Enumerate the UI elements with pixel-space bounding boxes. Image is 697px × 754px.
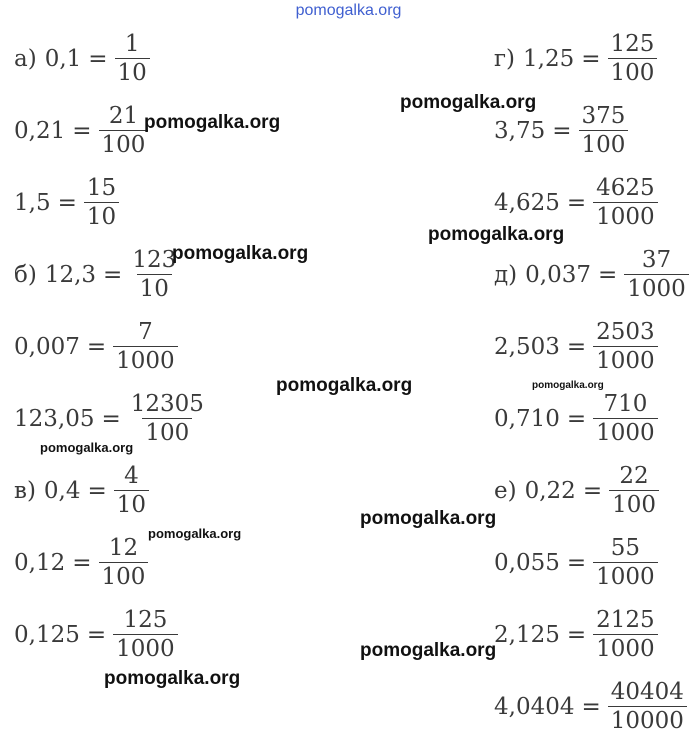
watermark: pomogalka.org [172,243,309,264]
numerator: 4 [124,463,139,489]
fraction [593,392,658,445]
decimal-value: 0,055 [494,549,560,576]
decimal-value: 1,25 [523,45,575,72]
watermark: pomogalka.org [532,380,604,391]
equals-sign: = [581,45,601,72]
fraction [608,680,687,733]
numerator: 710 [603,391,648,417]
equation-e-2 [494,536,658,589]
decimal-value: 4,0404 [494,693,575,720]
denominator: 100 [609,490,659,517]
item-label: д) [494,261,518,288]
equation-g-1 [494,32,657,85]
item-label: е) [494,477,517,504]
numerator: 21 [108,103,139,129]
decimal-value: 0,22 [524,477,576,504]
equals-sign: = [86,621,107,648]
item-label: в) [14,477,36,504]
numerator: 7 [138,319,153,345]
watermark: pomogalka.org [360,640,497,661]
fraction [624,248,689,301]
decimal-value: 0,1 [44,45,82,72]
decimal-value: 4,625 [494,189,560,216]
equals-sign: = [566,405,587,432]
denominator: 100 [99,130,149,157]
equation-e-3 [494,608,658,661]
equation-v-3 [14,608,178,661]
watermark: pomogalka.org [276,375,413,396]
decimal-value: 2,125 [494,621,560,648]
fraction [608,32,658,85]
equals-sign: = [57,189,77,216]
fraction [593,608,658,661]
equation-b-1 [14,248,179,301]
numerator: 4625 [596,175,655,201]
equation-a-3 [14,176,119,229]
denominator: 100 [608,58,658,85]
denominator: 1000 [593,634,658,661]
equals-sign: = [566,549,587,576]
equals-sign: = [103,261,123,288]
equation-e-4 [494,680,687,733]
equals-sign: = [598,261,618,288]
numerator: 37 [641,247,672,273]
numerator: 1 [124,31,140,57]
decimal-value: 2,503 [494,333,560,360]
equation-a-2 [14,104,148,157]
numerator: 125 [123,607,168,633]
denominator: 1000 [593,562,658,589]
equation-d-1 [494,248,689,301]
equals-sign: = [566,621,587,648]
equation-v-2 [14,536,148,589]
numerator: 12 [108,535,139,561]
fraction [113,320,178,373]
denominator: 100 [99,562,149,589]
equation-d-3 [494,392,658,445]
decimal-value: 0,037 [525,261,591,288]
numerator: 12305 [130,391,204,417]
numerator: 125 [610,31,655,57]
equation-a-1 [14,32,150,85]
denominator: 1000 [593,346,658,373]
watermark: pomogalka.org [428,224,565,245]
numerator: 2125 [596,607,655,633]
numerator: 55 [610,535,641,561]
denominator: 10000 [608,706,687,733]
equals-sign: = [582,477,603,504]
item-label: а) [14,45,37,72]
fraction [579,104,629,157]
site-link[interactable]: pomogalka.org [295,2,402,19]
watermark: pomogalka.org [360,508,497,529]
denominator: 1000 [593,202,658,229]
fraction [99,536,149,589]
numerator: 15 [86,175,117,201]
equals-sign: = [581,693,601,720]
item-label: г) [494,45,516,72]
numerator: 123 [132,247,177,273]
fraction [115,32,150,85]
decimal-value: 0,007 [14,333,80,360]
equals-sign: = [87,477,107,504]
decimal-value: 0,710 [494,405,560,432]
fraction [609,464,659,517]
watermark: pomogalka.org [40,440,134,455]
equation-b-3 [14,392,207,445]
fraction [99,104,149,157]
denominator: 1000 [624,274,689,301]
denominator: 10 [84,202,119,229]
decimal-value: 0,125 [14,621,80,648]
fraction [113,608,178,661]
denominator: 100 [142,418,192,445]
equals-sign: = [88,45,108,72]
numerator: 40404 [610,679,684,705]
equals-sign: = [72,549,92,576]
fraction [128,392,207,445]
decimal-value: 12,3 [44,261,97,288]
denominator: 1000 [113,634,178,661]
decimal-value: 0,21 [14,117,66,144]
equals-sign: = [101,405,121,432]
fraction [114,464,149,517]
decimal-value: 3,75 [494,117,546,144]
item-label: б) [14,261,37,288]
equals-sign: = [72,117,92,144]
decimal-value: 123,05 [14,405,95,432]
equation-b-2 [14,320,178,373]
decimal-value: 0,4 [43,477,81,504]
numerator: 2503 [596,319,655,345]
denominator: 10 [137,274,172,301]
equation-g-3 [494,176,658,229]
equals-sign: = [566,333,587,360]
watermark: pomogalka.org [104,668,241,689]
denominator: 100 [579,130,629,157]
decimal-value: 1,5 [14,189,51,216]
fraction [84,176,119,229]
watermark: pomogalka.org [144,112,281,133]
watermark: pomogalka.org [400,92,537,113]
equals-sign: = [566,189,587,216]
numerator: 22 [619,463,649,489]
equation-v-1 [14,464,149,517]
decimal-value: 0,12 [14,549,66,576]
equals-sign: = [86,333,107,360]
fraction [593,176,658,229]
denominator: 10 [114,490,149,517]
fraction [593,320,658,373]
equals-sign: = [552,117,572,144]
fraction [593,536,658,589]
denominator: 1000 [593,418,658,445]
denominator: 10 [115,58,150,85]
equation-e-1 [494,464,659,517]
watermark: pomogalka.org [148,526,242,541]
numerator: 375 [581,103,626,129]
denominator: 1000 [113,346,178,373]
equation-d-2 [494,320,658,373]
